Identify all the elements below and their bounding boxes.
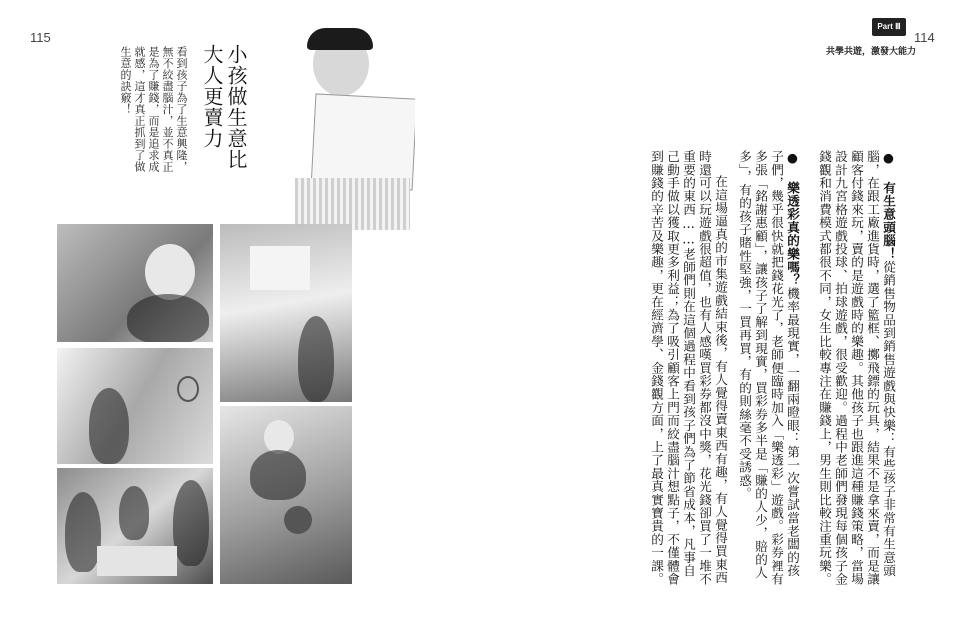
- photo-girl-door-figure: [89, 388, 129, 464]
- photo-children-at-table: [57, 468, 213, 584]
- photo-drawing-paper: [311, 93, 415, 190]
- photo-child-3: [173, 480, 209, 566]
- photo-child-1: [65, 492, 101, 572]
- headline: [200, 44, 248, 184]
- photo-sitting-girl-body: [250, 450, 306, 500]
- photo-wall-clock: [177, 376, 199, 402]
- photo-girl-sitting-with-goods: [220, 406, 352, 584]
- photo-ball: [284, 506, 312, 534]
- photo-smiling-girl-face: [145, 244, 195, 300]
- part-badge: Part Ⅲ: [872, 18, 906, 36]
- left-page-number: 115: [30, 30, 51, 45]
- paragraph-1: [816, 150, 896, 590]
- paragraph-3: [648, 150, 728, 590]
- paragraph-1-lead: ● 有生意頭腦！: [881, 150, 896, 261]
- article-body: [596, 150, 896, 590]
- sidebar-quote: 看到孩子為了生意興隆，無不絞盡腦汁，並不真正是為了賺錢，而是追求成就感，這才真正抓到了做生意的訣竅！: [119, 46, 188, 173]
- headline-line-2: 大人更賣力: [200, 44, 224, 149]
- paragraph-2-lead: ● 樂透彩真的樂嗎？: [785, 150, 800, 287]
- paragraph-3-text: 在這場逼真的市集遊戲結束後，有人覺得賣東西有趣，有人覺得買東西時還可以玩遊戲很超值，也有人感嘆買彩券都沒中獎，花光錢卻買了一堆不重要的東西……老師們則在這個過程中看到孩子們為了節省成本，凡事自己動手做以獲取更多利益；為了吸引顧客上門而絞盡腦汁想點子，不僅體會到賺錢的辛苦及樂趣，更在經濟學、金錢觀方面，上了最真實寶貴的一課。: [649, 150, 728, 586]
- paragraph-1-text: 從銷售物品到銷售遊戲與快樂：有些孩子非常有生意頭腦，在跟工廠進貨時，選了籃框、擲飛鏢的玩具，結果不是拿來賣，而是讓顧客付錢來玩，賣的是遊戲時的樂趣。其他孩子也跟進這種賺錢策略，當場設計九宮格遊戲投球、拍球遊戲，很受歡迎。過程中老師們發現每個孩子金錢觀和消費模式都很不同，女生比較專注在賺錢上，男生則比較注重玩樂。: [817, 150, 896, 586]
- photo-wall-notes: [250, 246, 310, 290]
- photo-sitting-girl-face: [264, 420, 294, 454]
- photo-smiling-girl-body: [127, 294, 209, 342]
- photo-child-2: [119, 486, 149, 540]
- photo-girl-holding-drawing: [285, 28, 415, 230]
- photo-table-goods: [97, 546, 177, 576]
- photo-girl-hair: [307, 28, 373, 50]
- chapter-header-title: 共學共遊，激發大能力: [826, 47, 917, 57]
- photo-smiling-girl: [57, 224, 213, 342]
- photo-girl-at-door: [57, 348, 213, 464]
- photo-girl-dress: [295, 178, 410, 230]
- paragraph-2-text: 機率最現實，一翻兩瞪眼：第一次嘗試當老闆的孩子們，幾乎很快就把錢花光了，老師便臨時加入「樂透彩」遊戲。彩券裡有多張「銘謝惠顧」，讓孩子了解到現實，買彩券多半是「賺的人少，賠的人多」，有的孩子賭性堅強，一買再買，有的則絲毫不受誘惑。: [737, 150, 800, 586]
- photo-boy-at-wall: [220, 224, 352, 402]
- right-page-number: 114: [914, 30, 935, 45]
- headline-line-1: 小孩做生意比: [224, 44, 248, 170]
- paragraph-2: [736, 150, 800, 590]
- photo-boy-figure: [298, 316, 334, 402]
